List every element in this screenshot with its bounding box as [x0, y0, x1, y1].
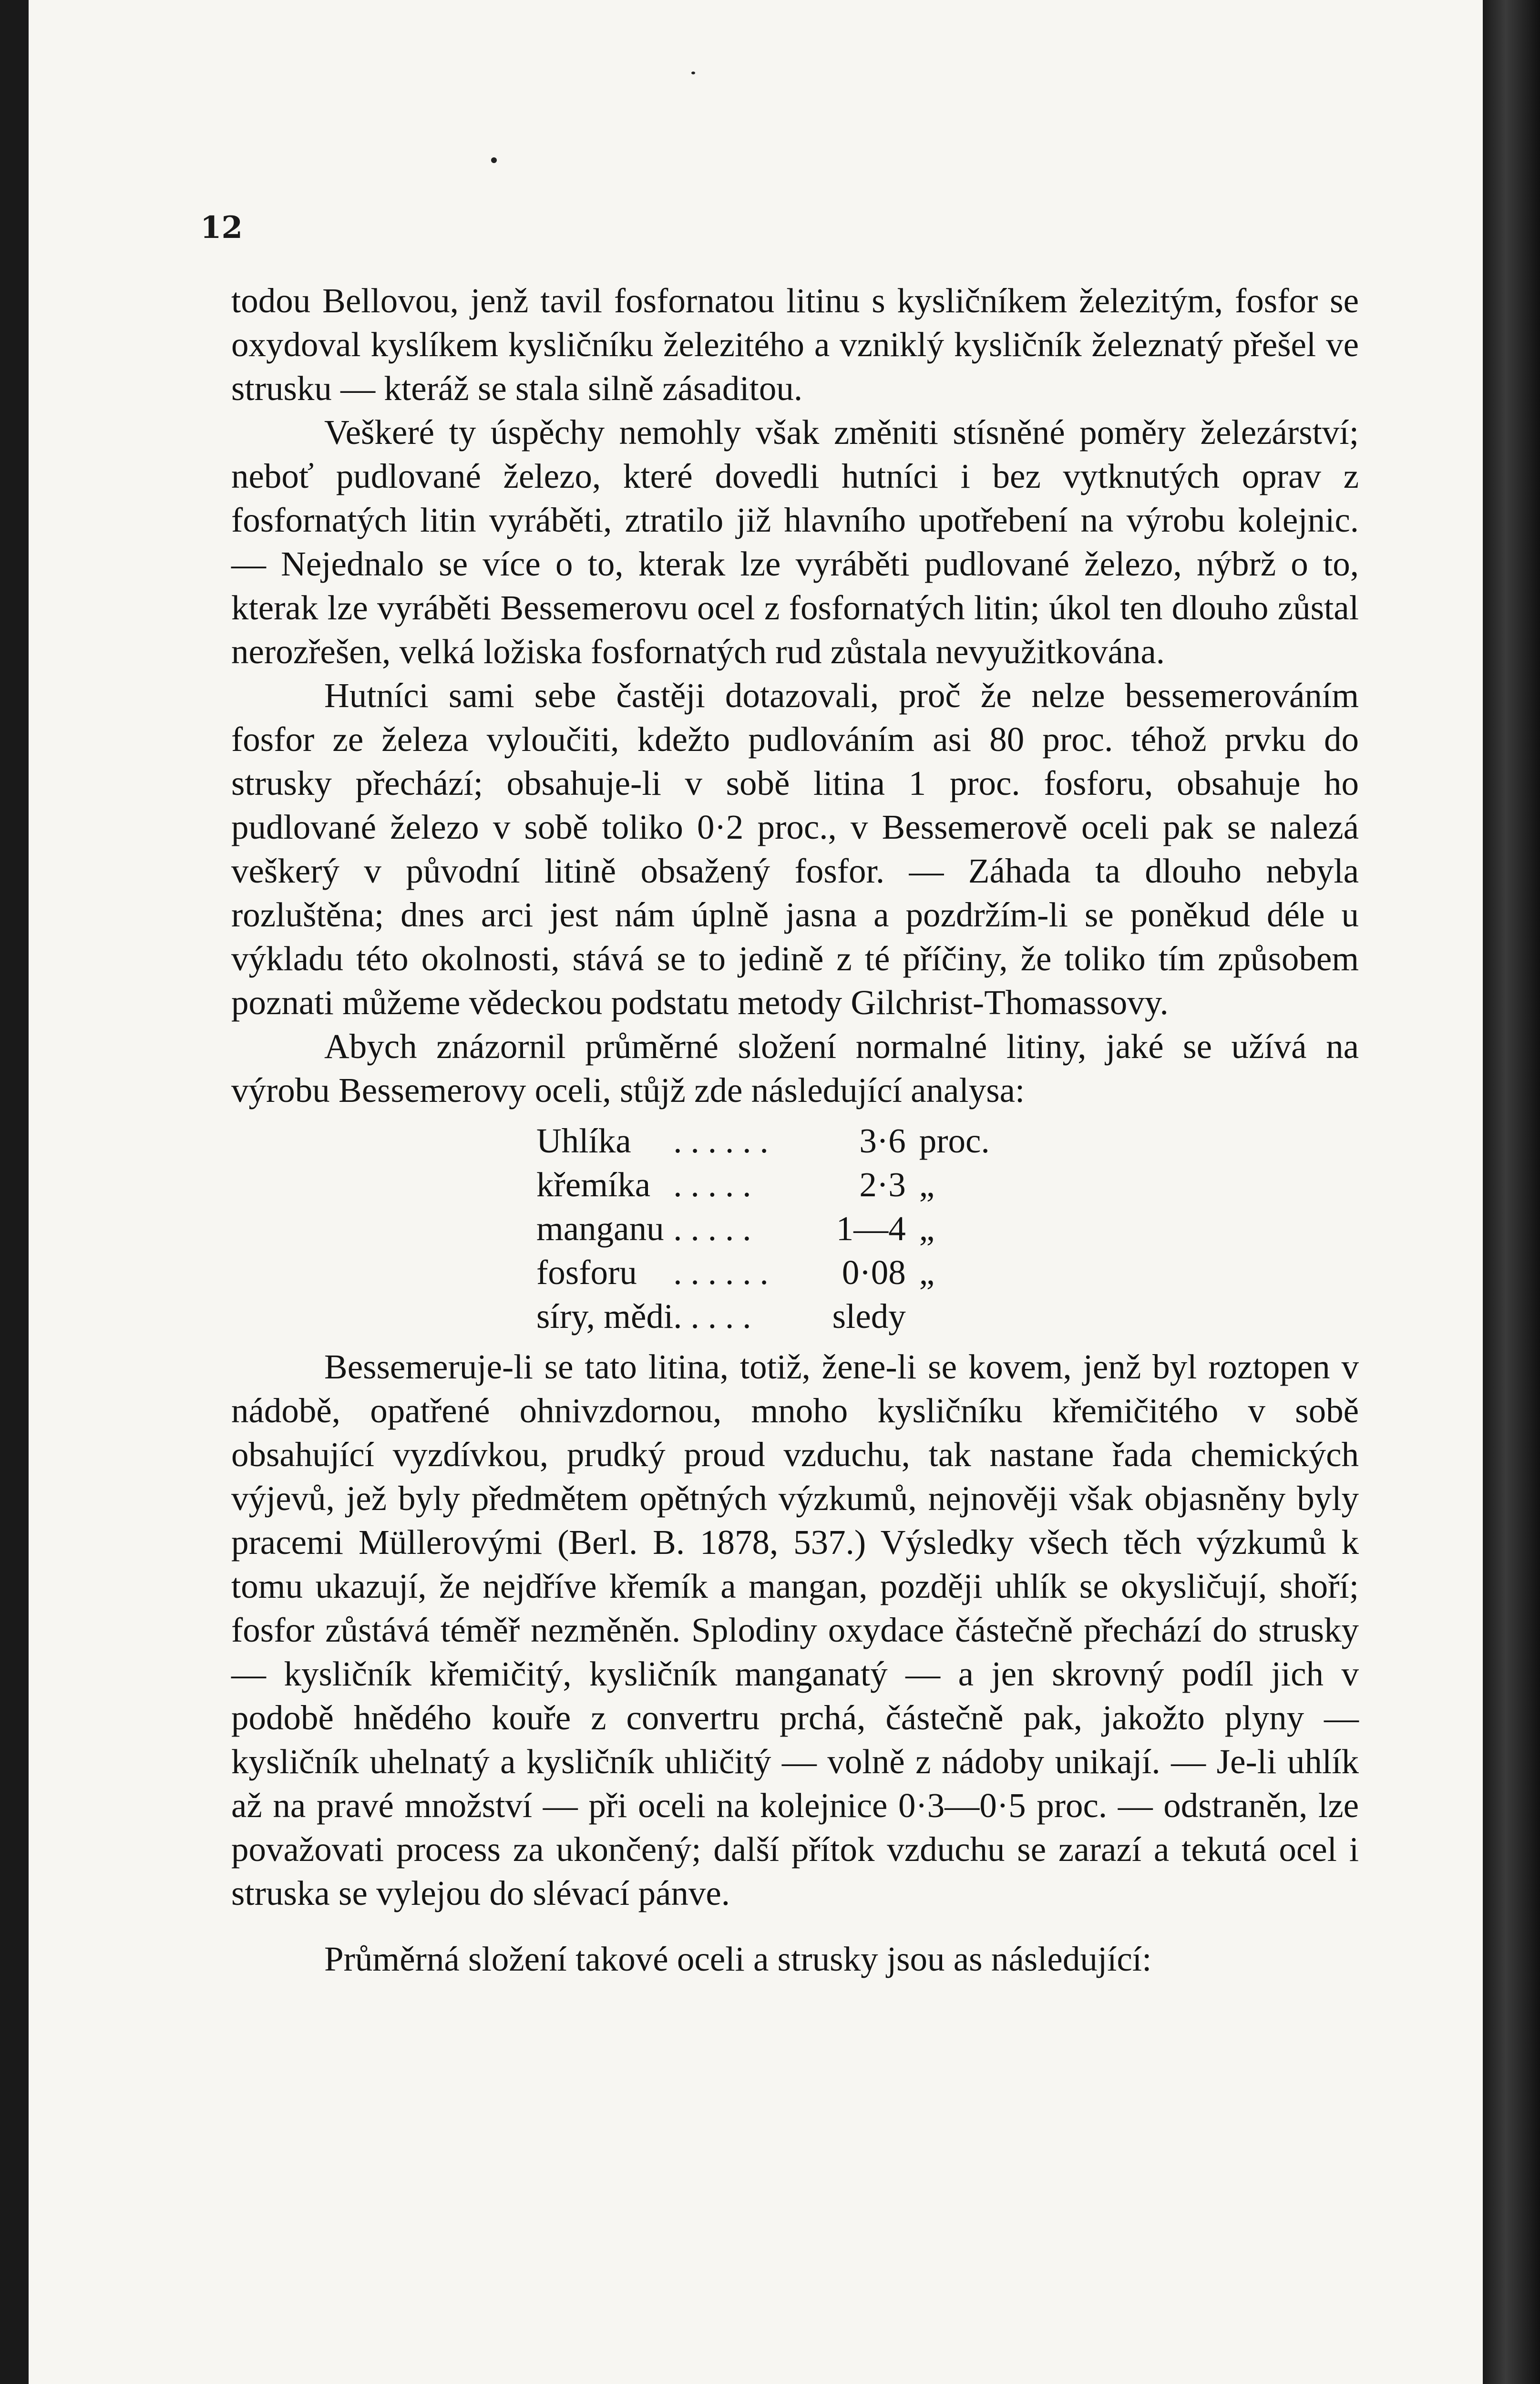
element-name: fosforu [536, 1253, 637, 1292]
leader-dots: ...... [673, 1121, 777, 1160]
table-row [536, 1119, 1034, 1163]
element-value: 1—4 [836, 1209, 906, 1248]
element-unit: „ [919, 1209, 935, 1248]
table-row [536, 1163, 1034, 1207]
paragraph: Veškeré ty úspěchy nemohly však změniti stísněné poměry železárství; neboť pudlované železo, které dovedli hutníci i bez vytknutých oprav z fosfornatých litin vyráběti, ztratilo již hlavního upotřebení na výrobu kolejnic. — Nejednalo se více o to, kterak lze vyráběti pudlované železo, nýbrž o to, kterak lze vyráběti Bessemerovu ocel z fosfornatých litin; úkol ten dlouho zůstal nerozřešen, velká ložiska fosfornatých rud zůstala nevyužitkována. [231, 413, 1359, 671]
paragraph: Abych znázornil průměrné složení normalné litiny, jaké se užívá na výrobu Bessemerovy oceli, stůjž zde následující analysa: [231, 1027, 1359, 1110]
element-unit: proc. [919, 1121, 990, 1160]
table-row [536, 1295, 1034, 1338]
element-name: křemíka [536, 1165, 651, 1204]
scan-speck [491, 157, 497, 163]
element-value: 3·6 [859, 1121, 906, 1160]
paragraph: todou Bellovou, jenž tavil fosfornatou litinu s kysličníkem železitým, fosfor se oxydoval kyslíkem kysličníku železitého a vzniklý kysličník železnatý přešel ve strusku — kteráž se stala silně zásaditou. [231, 281, 1359, 408]
table-row [536, 1207, 1034, 1251]
element-value: 2·3 [859, 1165, 906, 1204]
leader-dots: ...... [673, 1253, 777, 1292]
leader-dots: ..... [673, 1297, 760, 1336]
leader-dots: ..... [673, 1209, 760, 1248]
element-name: síry, mědi [536, 1297, 674, 1336]
paragraph: Průměrná složení takové oceli a strusky jsou as následující: [324, 1940, 1152, 1978]
paragraph: Bessemeruje-li se tato litina, totiž, žene-li se kovem, jenž byl roztopen v nádobě, opatřené ohnivzdornou, mnoho kysličníku křemičitého v sobě obsahující vyzdívkou, prudký proud vzduchu, tak nastane řada chemických výjevů, jež byly předmětem opětných výzkumů, nejnověji však objasněny byly pracemi Müllerovými (Berl. B. 1878, 537.) Výsledky všech těch výzkumů k tomu ukazují, že nejdříve křemík a mangan, později uhlík se okysličují, shoří; fosfor zůstává téměř nezměněn. Splodiny oxydace částečně přechází do strusky — kysličník křemičitý, kysličník manganatý — a jen skrovný podíl jich v podobě hnědého kouře z convertru prchá, částečně pak, jakožto plyny — kysličník uhelnatý a kysličník uhličitý — volně z nádoby unikají. — Je-li uhlík až na pravé množství — při oceli na kolejnice 0·3—0·5 proc. — odstraněn, lze považovati process za ukončený; další přítok vzduchu se zarazí a tekutá ocel i struska se vylejou do slévací pánve. [231, 1347, 1359, 1912]
element-value: 0·08 [842, 1253, 906, 1292]
page-number: 12 [200, 210, 243, 246]
element-unit: „ [919, 1253, 935, 1292]
analysis-table [536, 1119, 1034, 1338]
leader-dots: ..... [673, 1165, 760, 1204]
table-row [536, 1251, 1034, 1295]
paragraph: Hutníci sami sebe častěji dotazovali, proč že nelze bessemerováním fosfor ze železa vyloučiti, kdežto pudlováním asi 80 proc. téhož prvku do strusky přechází; obsahuje-li v sobě litina 1 proc. fosforu, obsahuje ho pudlované železo v sobě toliko 0·2 proc., v Bessemerově oceli pak se nalezá veškerý v původní litině obsažený fosfor. — Záhada ta dlouho nebyla rozluštěna; dnes arci jest nám úplně jasna a pozdržím-li se poněkud déle u výkladu této okolnosti, stává se to jedině z té příčiny, že toliko tím způsobem poznati můžeme vědeckou podstatu metody Gilchrist-Thomassovy. [231, 676, 1359, 1022]
element-value: sledy [832, 1297, 906, 1336]
scan-speck [691, 72, 695, 74]
element-name: manganu [536, 1209, 664, 1248]
element-unit [919, 1295, 1034, 1338]
scan-edge [1483, 0, 1540, 2384]
element-unit: „ [919, 1165, 935, 1204]
element-name: Uhlíka [536, 1121, 631, 1160]
body-text [231, 279, 1359, 1981]
